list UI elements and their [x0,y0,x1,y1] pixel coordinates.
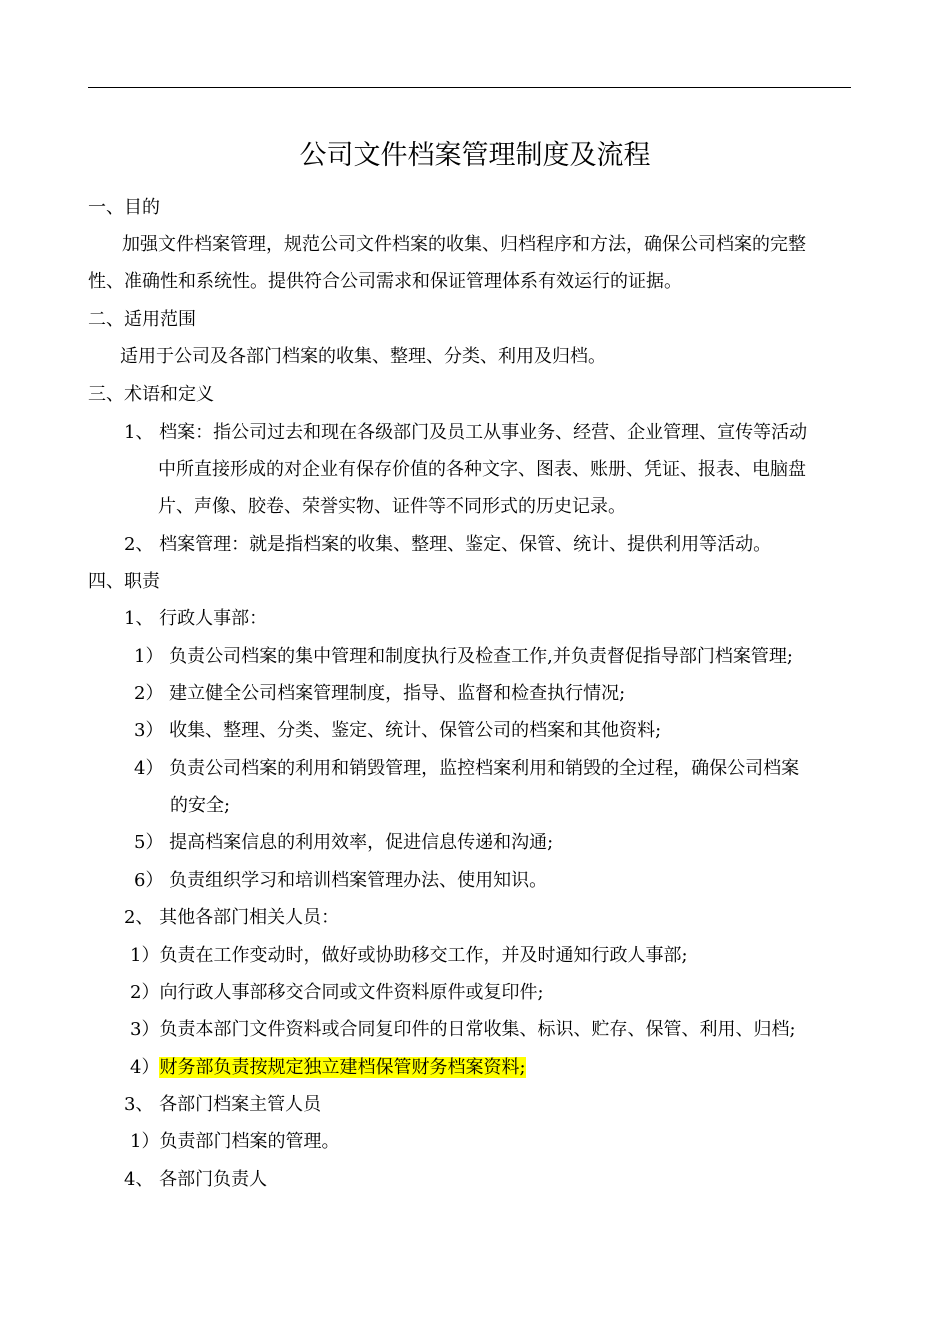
header-rule [88,87,851,88]
duties-others-heading: 2、 其他各部门相关人员： [124,907,340,928]
duties-others-item-1: 1）负责在工作变动时，做好或协助移交工作，并及时通知行政人事部; [130,945,688,966]
duties-admin-heading: 1、 行政人事部： [124,608,268,629]
duties-admin-item-3: 3） 收集、整理、分类、鉴定、统计、保管公司的档案和其他资料; [134,720,662,741]
duties-others-item-4-number: 4） [130,1057,160,1078]
duties-others-item-4 [130,1056,526,1080]
section-heading-terms: 三、术语和定义 [88,384,214,405]
duties-admin-item-5: 5） 提高档案信息的利用效率，促进信息传递和沟通; [134,832,554,853]
duties-others-item-3: 3）负责本部门文件资料或合同复印件的日常收集、标识、贮存、保管、利用、归档; [130,1019,796,1040]
duties-supervisors-heading: 3、 各部门档案主管人员 [124,1094,322,1115]
duties-supervisors-item-1: 1）负责部门档案的管理。 [130,1131,340,1152]
section-heading-scope: 二、适用范围 [88,309,196,330]
term-item-2: 2、 档案管理：就是指档案的收集、整理、鉴定、保管、统计、提供利用等活动。 [124,534,772,555]
section-heading-duties: 四、职责 [88,571,160,592]
purpose-paragraph-line-1: 加强文件档案管理，规范公司文件档案的收集、归档程序和方法，确保公司档案的完整 [122,234,806,255]
highlighted-text: 财务部负责按规定独立建档保管财务档案资料; [159,1057,526,1078]
duties-admin-item-4-line-2: 的安全; [170,795,231,816]
duties-admin-item-1: 1） 负责公司档案的集中管理和制度执行及检查工作,并负责督促指导部门档案管理; [134,646,793,667]
term-item-1-line-1: 1、 档案：指公司过去和现在各级部门及员工从事业务、经营、企业管理、宣传等活动 [124,422,808,443]
duties-admin-item-4-line-1: 4） 负责公司档案的利用和销毁管理，监控档案利用和销毁的全过程，确保公司档案 [134,758,800,779]
duties-dept-heads-heading: 4、 各部门负责人 [124,1169,268,1190]
duties-others-item-2: 2）向行政人事部移交合同或文件资料原件或复印件; [130,982,544,1003]
term-item-1-line-3: 片、声像、胶卷、荣誉实物、证件等不同形式的历史记录。 [158,496,626,517]
duties-admin-item-6: 6） 负责组织学习和培训档案管理办法、使用知识。 [134,870,548,891]
purpose-paragraph-line-2: 性、准确性和系统性。提供符合公司需求和保证管理体系有效运行的证据。 [88,271,682,292]
section-heading-purpose: 一、目的 [88,197,160,218]
scope-paragraph: 适用于公司及各部门档案的收集、整理、分类、利用及归档。 [120,346,606,367]
duties-admin-item-2: 2） 建立健全公司档案管理制度，指导、监督和检查执行情况; [134,683,626,704]
term-item-1-line-2: 中所直接形成的对企业有保存价值的各种文字、图表、账册、凭证、报表、电脑盘 [158,459,806,480]
document-title: 公司文件档案管理制度及流程 [299,140,651,171]
